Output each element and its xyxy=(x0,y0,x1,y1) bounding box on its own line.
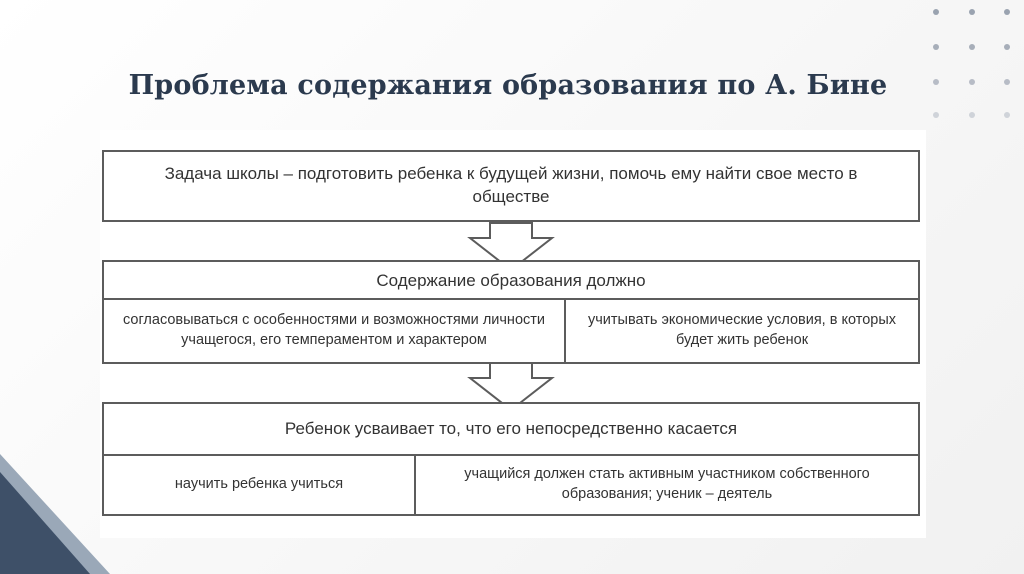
diagram xyxy=(100,130,926,538)
content-header-box: Содержание образования должно xyxy=(102,260,920,302)
content-left-box: согласовываться с особенностями и возможностями личности учащегося, его темпераментом и характером xyxy=(102,298,566,364)
content-right-box: учитывать экономические условия, в которых будет жить ребенок xyxy=(564,298,920,364)
task-box: Задача школы – подготовить ребенка к будущей жизни, помочь ему найти свое место в обществе xyxy=(102,150,920,222)
child-header-box: Ребенок усваивает то, что его непосредственно касается xyxy=(102,402,920,456)
corner-decoration xyxy=(0,454,110,574)
child-right-box: учащийся должен стать активным участником собственного образования; ученик – деятель xyxy=(414,454,920,516)
child-left-box: научить ребенка учиться xyxy=(102,454,416,516)
dot-grid-decoration xyxy=(930,6,1020,121)
slide-title: Проблема содержания образования по А. Бине xyxy=(128,70,888,101)
